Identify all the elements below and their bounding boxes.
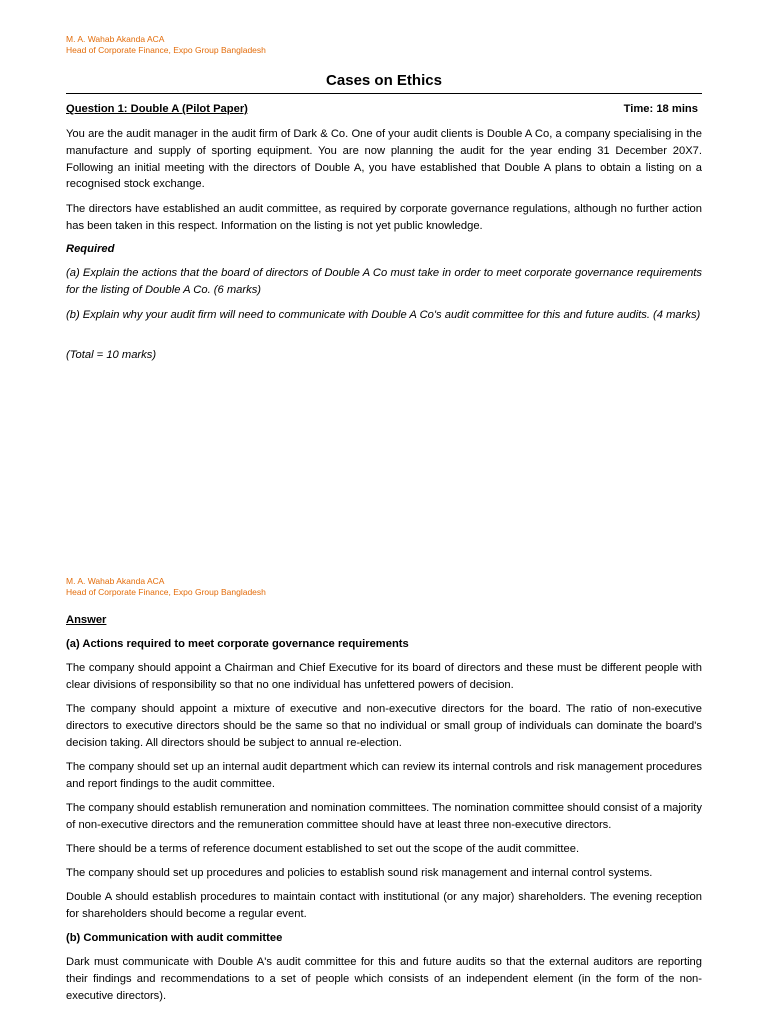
header-author: M. A. Wahab Akanda ACA bbox=[66, 576, 165, 586]
answer-paragraph: Dark must communicate with Double A's audit committee for this and future audits so that the external auditors are reporting their findings and recommendations to a set of people which consists of an independent element (in the form of the non-executive directors). bbox=[66, 956, 702, 1002]
page-header-answer bbox=[66, 576, 266, 598]
total-marks: (Total = 10 marks) bbox=[66, 349, 157, 361]
page-header bbox=[66, 34, 266, 56]
answer-paragraph: The company should appoint a mixture of executive and non-executive directors for the board. The ratio of non-executive directors to executive directors should be the same so that no individual or small group of individuals can dominate the board's decision taking. All directors should be subject to annual re-election. bbox=[66, 703, 702, 749]
answer-paragraph: The company should set up procedures and policies to establish sound risk management and internal control systems. bbox=[66, 867, 653, 879]
question-paragraph: The directors have established an audit committee, as required by corporate governance regulations, although no further action has been taken in this respect. Information on the listing is not yet public knowledge. bbox=[66, 203, 702, 232]
page-title: Cases on Ethics bbox=[326, 72, 442, 89]
required-label: Required bbox=[66, 243, 115, 255]
header-author: M. A. Wahab Akanda ACA bbox=[66, 34, 165, 44]
answer-paragraph: The company should establish remuneration and nomination committees. The nomination committee should consist of a majority of non-executive directors and the remuneration committee should have at least three non-executive directors. bbox=[66, 802, 702, 831]
header-position: Head of Corporate Finance, Expo Group Bangladesh bbox=[66, 45, 266, 55]
section-a-heading: (a) Actions required to meet corporate governance requirements bbox=[66, 638, 409, 650]
question-time: Time: 18 mins bbox=[623, 103, 698, 115]
question-title: Question 1: Double A (Pilot Paper) bbox=[66, 103, 248, 115]
answer-paragraph: There should be a terms of reference document established to set out the scope of the audit committee. bbox=[66, 843, 580, 855]
requirement-b: (b) Explain why your audit firm will need to communicate with Double A Co's audit committee for this and future audits. (4 marks) bbox=[66, 309, 701, 321]
section-b-heading: (b) Communication with audit committee bbox=[66, 932, 283, 944]
question-paragraph: You are the audit manager in the audit firm of Dark & Co. One of your audit clients is Double A Co, a company specialising in the manufacture and supply of sporting equipment. You are now planning the audit for the year ending 31 December 20X7. Following an initial meeting with the directors of Double A, you have established that Double A plans to obtain a listing on a recognised stock exchange. bbox=[66, 128, 702, 191]
requirement-a: (a) Explain the actions that the board of directors of Double A Co must take in order to meet corporate governance requirements for the listing of Double A Co. (6 marks) bbox=[66, 267, 702, 296]
answer-paragraph: Double A should establish procedures to maintain contact with institutional (or any major) shareholders. The evening reception for shareholders should become a regular event. bbox=[66, 891, 702, 920]
answer-label: Answer bbox=[66, 614, 107, 626]
header-position: Head of Corporate Finance, Expo Group Bangladesh bbox=[66, 587, 266, 597]
question-heading-row bbox=[66, 101, 698, 118]
answer-paragraph: The company should set up an internal audit department which can review its internal controls and risk management procedures and report findings to the audit committee. bbox=[66, 761, 702, 790]
answer-paragraph: The company should appoint a Chairman and Chief Executive for its board of directors and these must be different people with clear divisions of responsibility so that no one individual has unfettered powers of decision. bbox=[66, 662, 702, 691]
title-divider bbox=[66, 93, 702, 94]
